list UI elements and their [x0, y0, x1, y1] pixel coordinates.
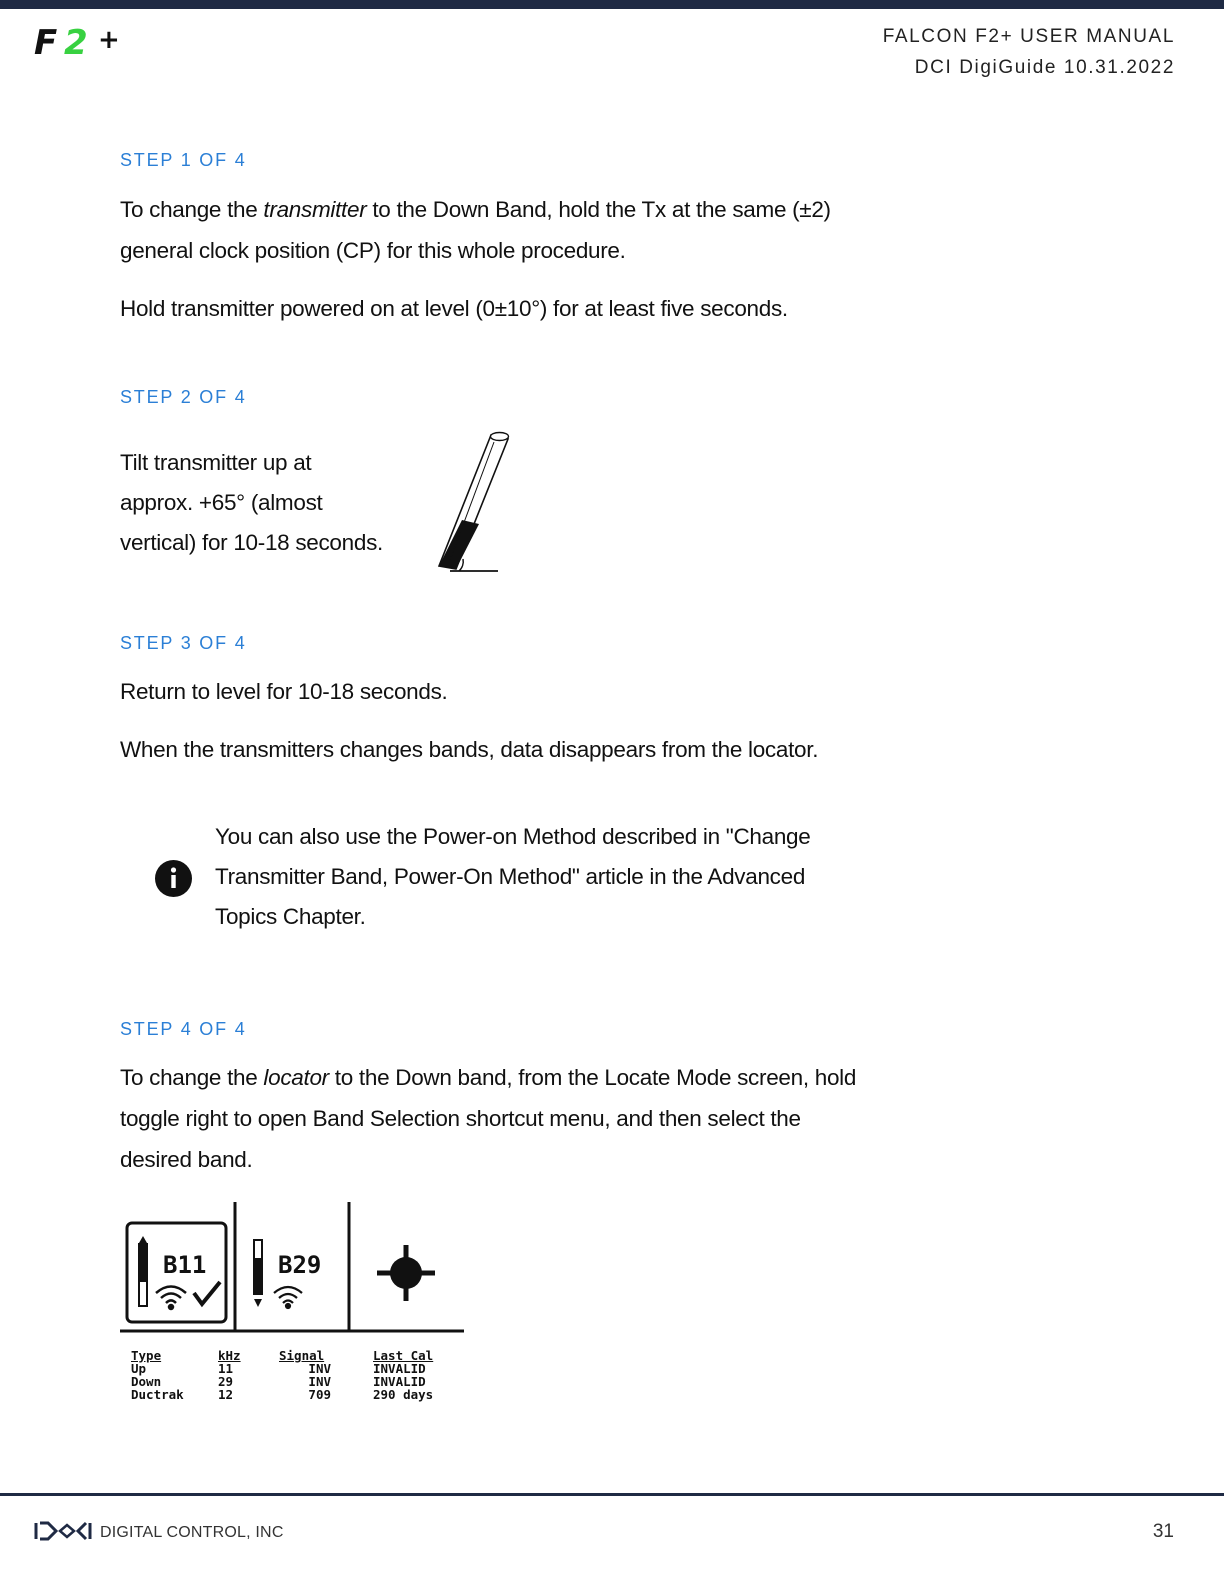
f2-plus-logo: [34, 22, 134, 62]
step-3-paragraph-2: When the transmitters changes bands, data disappears from the locator.: [120, 737, 819, 762]
step-2-heading: STEP 2 OF 4: [120, 387, 247, 407]
band-up-label: B11: [163, 1251, 207, 1279]
note-text: You can also use the Power-on Method described in "Change Transmitter Band, Power-On Method" article in the Advanced Topics Chapter.: [215, 824, 811, 929]
tilted-transmitter-illustration: [428, 428, 518, 578]
top-bar: [0, 0, 1224, 9]
company-name: DIGITAL CONTROL, INC: [100, 1524, 284, 1541]
transmitter-up-icon: [139, 1236, 147, 1306]
step-4-heading: STEP 4 OF 4: [120, 1019, 247, 1039]
signal-icon-down: [274, 1287, 302, 1308]
svg-text:2: 2: [64, 23, 88, 62]
crosshair-icon: [377, 1245, 435, 1301]
svg-text:F: F: [34, 23, 58, 62]
svg-text:+: +: [98, 25, 120, 55]
step-3-heading: STEP 3 OF 4: [120, 633, 247, 653]
step-3-paragraph-1: Return to level for 10-18 seconds.: [120, 679, 448, 704]
transmitter-down-icon: [254, 1240, 262, 1307]
step-1-paragraph-1: To change the transmitter to the Down Band, hold the Tx at the same (±2) general clock position (CP) for this whole procedure.: [120, 197, 831, 263]
page-number: 31: [1152, 1521, 1174, 1542]
band-down-label: B29: [278, 1251, 322, 1279]
step-4-paragraph: To change the locator to the Down band, from the Locate Mode screen, hold toggle right to open Band Selection shortcut menu, and then select the desired band.: [120, 1065, 857, 1172]
dci-logo-icon: [34, 1521, 92, 1541]
info-icon: [155, 860, 192, 897]
step-1-paragraph-2: Hold transmitter powered on at level (0±10°) for at least five seconds.: [120, 296, 788, 321]
check-icon: [194, 1282, 220, 1304]
signal-icon-up: [156, 1287, 186, 1310]
doc-version: DCI DigiGuide 10.31.2022: [914, 57, 1175, 78]
manual-title: FALCON F2+ USER MANUAL: [882, 26, 1175, 47]
step-2-paragraph: Tilt transmitter up at approx. +65° (almost vertical) for 10-18 seconds.: [120, 450, 383, 555]
step-1-heading: STEP 1 OF 4: [120, 150, 247, 170]
footer-divider: [0, 1493, 1224, 1496]
